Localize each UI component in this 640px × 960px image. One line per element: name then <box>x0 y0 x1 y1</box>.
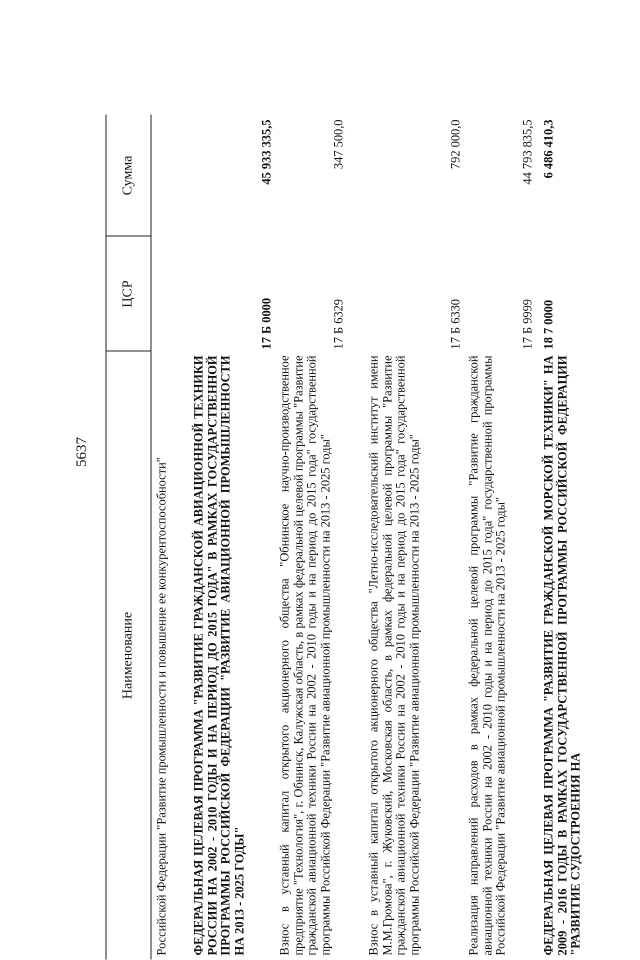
row-sum: 45 933 335,5 <box>259 119 274 185</box>
row-sum: 347 500,0 <box>331 119 346 170</box>
row-csr: 17 Б 6330 <box>448 299 463 350</box>
table-header-row <box>106 115 152 960</box>
header-csr: ЦСР <box>120 280 136 308</box>
header-sum: Сумма <box>120 155 136 196</box>
row-name: Реализация направлений расходов в рамках федеральной целевой программы "Развитие гражданской авиационной техники России на 2002 - 2010 годы и на период до 2015 года" государственной программы Российской Федерации "Развитие авиационной промышленности на 2013 - 2025 годы" <box>466 355 508 956</box>
rotated-table <box>106 115 596 960</box>
row-name: ФЕДЕРАЛЬНАЯ ЦЕЛЕВАЯ ПРОГРАММА "РАЗВИТИЕ ГРАЖДАНСКОЙ МОРСКОЙ ТЕХНИКИ" НА 2009 - 2016 ГОДЫ В РАМКАХ ГОСУДАРСТВЕННОЙ ПРОГРАММЫ РОССИЙСКОЙ ФЕДЕРАЦИИ "РАЗВИТИЕ СУДОСТРОЕНИЯ НА <box>541 355 583 956</box>
page-number: 5637 <box>74 437 90 467</box>
row-sum: 6 486 410,3 <box>541 119 556 179</box>
header-name: Наименование <box>120 611 136 700</box>
row-name: Взнос в уставный капитал открытого акционерного общества "Обнинское научно-производственное предприятие "Технология", г. Обнинск, Калужская область, в рамках федеральной целевой программы "Развитие гражданской авиационной техники России на 2002 - 2010 годы и на период до 2015 года" государственной программы Российской Федерации "Развитие авиационной промышленности на 2013 - 2025 годы" <box>277 355 333 956</box>
row-name: Российской Федерации "Развитие промышленности и повышение ее конкурентоспособности" <box>154 457 169 956</box>
row-csr: 17 Б 9999 <box>520 299 535 350</box>
row-csr: 17 Б 6329 <box>331 299 346 350</box>
row-sum: 44 793 835,5 <box>520 119 535 185</box>
row-sum: 792 000,0 <box>448 119 463 170</box>
row-csr: 17 Б 0000 <box>259 297 274 350</box>
row-csr: 18 7 0000 <box>541 299 556 350</box>
budget-table <box>106 115 596 960</box>
row-name: ФЕДЕРАЛЬНАЯ ЦЕЛЕВАЯ ПРОГРАММА "РАЗВИТИЕ ГРАЖДАНСКОЙ АВИАЦИОННОЙ ТЕХНИКИ РОССИИ НА 2002 - 2010 ГОДЫ И НА ПЕРИОД ДО 2015 ГОДА" В РАМКАХ ГОСУДАРСТВЕННОЙ ПРОГРАММЫ РОССИЙСКОЙ ФЕДЕРАЦИИ "РАЗВИТИЕ АВИАЦИОННОЙ ПРОМЫШЛЕННОСТИ НА 2013 - 2025 ГОДЫ" <box>191 355 247 956</box>
row-name: Взнос в уставный капитал открытого акционерного общества "Летно-исследовательский институт имени М.М.Громова", г. Жуковский, Московская область, в рамках федеральной целевой программы "Развитие гражданской авиационной техники России на 2002 - 2010 годы и на период до 2015 года" государственной программы Российской Федерации "Развитие авиационной промышленности на 2013 - 2025 годы" <box>366 355 422 956</box>
